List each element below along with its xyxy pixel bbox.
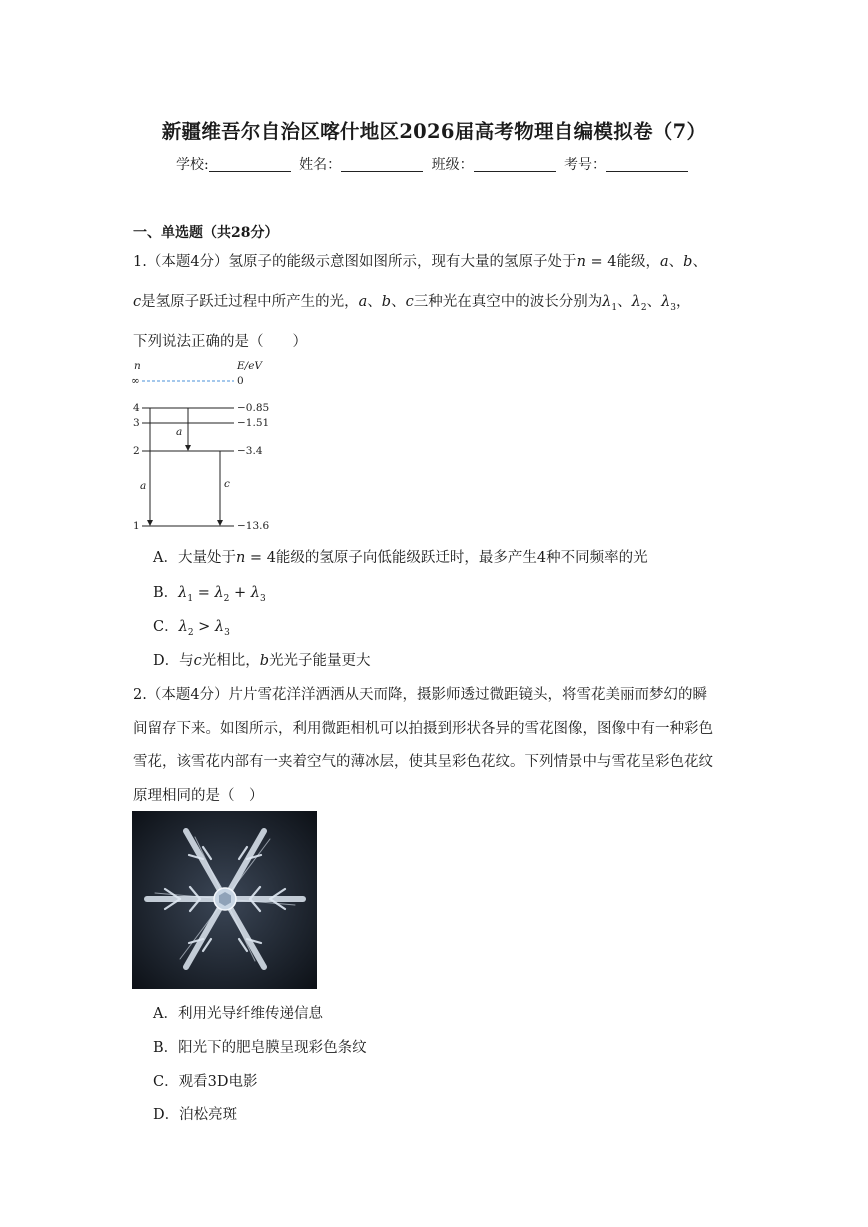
lambda: λ [214,619,225,635]
sep: ， [676,294,691,310]
name-label: 姓名： [299,157,342,173]
var-b: b [381,294,392,310]
q1-line1 [133,250,707,271]
var-b: b [683,254,693,270]
lambda: λ [661,294,671,310]
sep: 、 [692,254,707,270]
school-label: 学校: [175,157,209,173]
id-field[interactable] [606,157,688,172]
q1-option-a[interactable] [153,546,648,567]
lambda: λ [214,585,224,601]
option-text: 能级的氢原子向低能级跃迁时，最多产生4种不同频率的光 [275,550,648,566]
level-3-e: −1.51 [237,417,270,429]
eq-text: = 4 [585,254,617,270]
sep: 、 [617,294,632,310]
q1-text: 三种光在真空中的波长分别为 [413,294,603,310]
lambda: λ [631,294,641,310]
level-2-e: −3.4 [237,445,263,457]
sub: 3 [670,302,677,313]
name-field[interactable] [341,157,423,172]
lambda: λ [250,585,260,601]
q2-line1: 2.（本题4分）片片雪花洋洋洒洒从天而降，摄影师透过微距镜头，将雪花美丽而梦幻的瞬 [133,687,708,703]
q2-line2: 间留存下来。如图所示，利用微距相机可以拍摄到形状各异的雪花图像，图像中有一种彩色 [133,721,713,737]
q1-option-c[interactable] [153,615,230,638]
exam-title: 新疆维吾尔自治区喀什地区2026届高考物理自编模拟卷（7） [161,120,707,143]
option-text: A．大量处于 [153,550,236,566]
level-1-e: −13.6 [237,520,270,532]
q1-text: 能级， [616,254,660,270]
class-field[interactable] [474,157,556,172]
q2-option-a[interactable]: A．利用光导纤维传递信息 [153,1006,323,1022]
arrow-a-top-label: a [176,426,183,438]
arrow-c-label: c [224,478,230,490]
level-inf-e: 0 [237,375,244,387]
op: + [229,585,251,601]
sep: 、 [646,294,662,310]
energy-level-diagram [128,356,278,536]
var-a: a [660,254,669,270]
var-c: c [405,294,414,310]
op: = [193,585,215,601]
arrowhead-c [217,520,223,526]
q2-option-c[interactable]: C．观看3D电影 [153,1074,258,1090]
option-text: B． [153,585,179,601]
q1-line2 [133,290,691,313]
axis-n-label: n [134,360,141,372]
sep: 、 [367,294,382,310]
sub: 1 [187,593,194,604]
var-b: b [259,653,270,669]
arrowhead-a-long [147,520,153,526]
var-n: n [235,550,246,566]
op: > [193,619,215,635]
q1-text: 1.（本题4分）氢原子的能级示意图如图所示，现有大量的氢原子处于 [133,254,577,270]
arrowhead-a-short [185,445,191,451]
arrow-a-left-label: a [140,480,147,492]
level-2-n: 2 [133,445,140,457]
option-text: C． [153,619,179,635]
sep: 、 [391,294,406,310]
school-field[interactable] [209,157,291,172]
level-3-n: 3 [133,417,140,429]
sub: 2 [223,593,230,604]
q2-line4: 原理相同的是（ ） [133,788,264,804]
option-text: 光光子能量更大 [269,653,371,669]
eq-text: = 4 [245,550,276,566]
sub: 3 [259,593,266,604]
option-text: D．与 [153,653,194,669]
level-1-n: 1 [133,520,140,532]
q1-option-d[interactable] [153,649,371,670]
option-text: 光相比， [201,653,260,669]
var-n: n [576,254,586,270]
q1-option-b[interactable] [153,581,266,604]
class-label: 班级： [431,157,474,173]
var-c: c [133,294,142,310]
section-heading: 一、单选题（共28分） [133,225,279,241]
lambda: λ [602,294,612,310]
sub: 3 [224,627,230,638]
snowflake-photo [132,811,317,989]
var-a: a [358,294,368,310]
q1-line3: 下列说法正确的是（ ） [133,334,307,350]
var-c: c [193,653,202,669]
sub: 1 [611,302,618,313]
axis-e-label: E/eV [237,360,262,372]
level-4-e: −0.85 [237,402,270,414]
lambda: λ [178,585,188,601]
sep: 、 [668,254,684,270]
q2-option-d[interactable]: D．泊松亮斑 [153,1107,238,1123]
level-inf-n: ∞ [131,375,140,387]
sub: 2 [640,302,647,313]
sub: 2 [187,627,194,638]
q1-text: 是氢原子跃迁过程中所产生的光， [141,294,359,310]
q2-option-b[interactable]: B．阳光下的肥皂膜呈现彩色条纹 [153,1040,367,1056]
level-4-n: 4 [133,402,140,414]
student-info-row [0,154,868,174]
id-label: 考号： [564,157,607,173]
lambda: λ [178,619,188,635]
q2-line3: 雪花，该雪花内部有一夹着空气的薄冰层，使其呈彩色花纹。下列情景中与雪花呈彩色花纹 [133,754,713,770]
